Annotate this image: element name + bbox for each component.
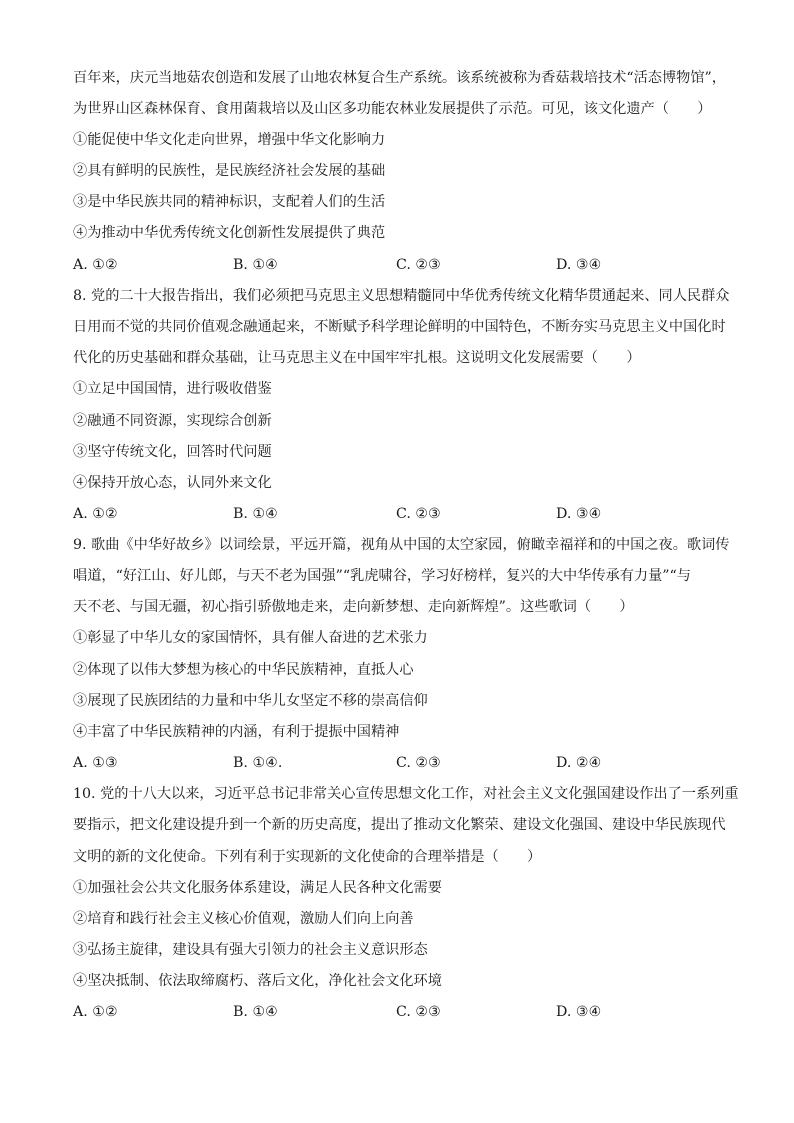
q9-stem-line-1: 9. 歌曲《中华好故乡》以词绘景，平远开篇，视角从中国的太空家园，俯瞰幸福祥和的中国之夜。歌词传 (73, 537, 730, 553)
q10-stem-line-1: 10. 党的十八大以来，习近平总书记非常关心宣传思想文化工作，对社会主义文化强国建设作出了一系列重 (73, 786, 739, 802)
q8-item-3: ③坚守传统文化，回答时代问题 (73, 444, 272, 460)
q7-stem-line-1: 百年来，庆元当地菇农创造和发展了山地农林复合生产系统。该系统被称为香菇栽培技术“活态博物馆”， (73, 70, 726, 86)
q8-stem-line-3: 代化的历史基础和群众基础，让马克思主义在中国牢牢扎根。这说明文化发展需要（ ） (73, 350, 641, 366)
q10-stem-line-2: 要指示，把文化建设提升到一个新的历史高度，提出了推动文化繁荣、建设文化强国、建设中华民族现代 (73, 817, 726, 833)
q10-option-d[interactable]: D. ③④ (556, 1004, 602, 1020)
q8-stem-line-2: 日用而不觉的共同价值观念融通起来，不断赋予科学理论鲜明的中国特色，不断夯实马克思主义中国化时 (73, 319, 726, 335)
q9-option-b[interactable]: B. ①④. (233, 755, 283, 771)
q8-item-1: ①立足中国国情，进行吸收借鉴 (73, 381, 272, 397)
q10-option-c[interactable]: C. ②③ (396, 1004, 441, 1020)
q8-option-a[interactable]: A. ①② (73, 506, 118, 522)
q8-option-c[interactable]: C. ②③ (396, 506, 441, 522)
q7-item-3: ③是中华民族共同的精神标识，支配着人们的生活 (73, 194, 386, 210)
q7-option-a[interactable]: A. ①② (73, 257, 118, 273)
q9-stem-line-2: 唱道，“好江山、好儿郎，与天不老为国强”“乳虎啸谷，学习好榜样，复兴的大中华传承有力量”“与 (73, 568, 691, 584)
q10-stem-line-3: 文明的新的文化使命。下列有利于实现新的文化使命的合理举措是（ ） (73, 849, 542, 865)
q9-stem-line-3: 天不老、与国无疆，初心指引骄傲地走来，走向新梦想、走向新辉煌”。这些歌词（ ） (73, 599, 634, 615)
q8-option-b[interactable]: B. ①④ (233, 506, 278, 522)
q9-item-1: ①彰显了中华儿女的家国情怀，具有催人奋进的艺术张力 (73, 630, 428, 646)
q8-item-4: ④保持开放心态，认同外来文化 (73, 475, 272, 491)
q10-item-1: ①加强社会公共文化服务体系建设，满足人民各种文化需要 (73, 880, 442, 896)
q9-item-2: ②体现了以伟大梦想为核心的中华民族精神，直抵人心 (73, 662, 414, 678)
q10-item-2: ②培育和践行社会主义核心价值观，激励人们向上向善 (73, 911, 414, 927)
q9-item-3: ③展现了民族团结的力量和中华儿女坚定不移的崇高信仰 (73, 693, 428, 709)
q7-item-2: ②具有鲜明的民族性，是民族经济社会发展的基础 (73, 163, 386, 179)
q10-item-3: ③弘扬主旋律，建设具有强大引领力的社会主义意识形态 (73, 942, 428, 958)
q7-stem-line-2: 为世界山区森林保育、食用菌栽培以及山区多功能农林业发展提供了示范。可见，该文化遗产（ ） (73, 101, 712, 117)
q8-stem-line-1: 8. 党的二十大报告指出，我们必须把马克思主义思想精髓同中华优秀传统文化精华贯通起来、同人民群众 (73, 288, 730, 304)
q9-item-4: ④丰富了中华民族精神的内涵，有利于提振中国精神 (73, 724, 400, 740)
q8-option-d[interactable]: D. ③④ (556, 506, 602, 522)
q9-option-a[interactable]: A. ①③ (73, 755, 118, 771)
q7-item-1: ①能促使中华文化走向世界，增强中华文化影响力 (73, 132, 386, 148)
q9-option-c[interactable]: C. ②③ (396, 755, 441, 771)
q7-option-b[interactable]: B. ①④ (233, 257, 278, 273)
q7-option-c[interactable]: C. ②③ (396, 257, 441, 273)
q7-option-d[interactable]: D. ③④ (556, 257, 602, 273)
q9-option-d[interactable]: D. ②④ (556, 755, 602, 771)
q10-option-a[interactable]: A. ①② (73, 1004, 118, 1020)
q10-option-b[interactable]: B. ①④ (233, 1004, 278, 1020)
q8-item-2: ②融通不同资源，实现综合创新 (73, 413, 272, 429)
q7-item-4: ④为推动中华优秀传统文化创新性发展提供了典范 (73, 225, 386, 241)
q10-item-4: ④坚决抵制、依法取缔腐朽、落后文化，净化社会文化环境 (73, 973, 442, 989)
